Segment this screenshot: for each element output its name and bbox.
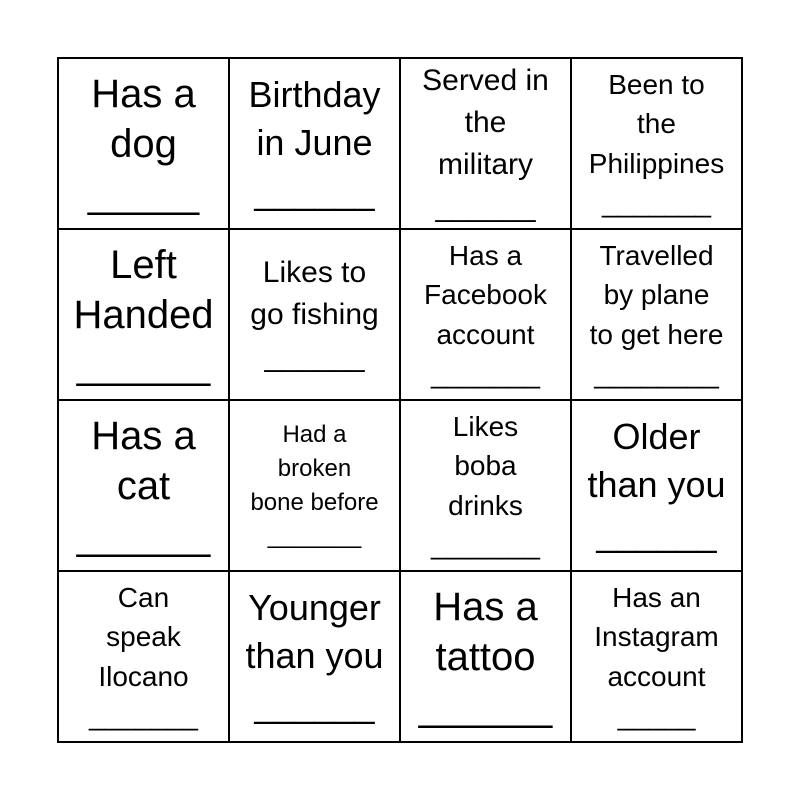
bingo-cell[interactable]	[58, 58, 229, 229]
bingo-cell[interactable]	[400, 571, 571, 742]
cell-text: Been to the Philippines _______	[588, 69, 725, 218]
bingo-cell[interactable]	[571, 229, 742, 400]
bingo-cell[interactable]	[400, 229, 571, 400]
bingo-cell[interactable]	[58, 229, 229, 400]
cell-text: Left Handed ______	[73, 242, 214, 387]
bingo-cell[interactable]	[571, 58, 742, 229]
cell-text: Birthday in June ______	[248, 73, 381, 212]
cell-text: Likes to go fishing ______	[250, 255, 379, 373]
cell-text: Had a broken bone before _______	[250, 421, 379, 550]
cell-text: Has an Instagram account _____	[594, 582, 719, 731]
bingo-cell[interactable]	[400, 400, 571, 571]
cell-text: Has a cat ______	[76, 413, 211, 558]
cell-text: Can speak Ilocano _______	[88, 582, 198, 731]
bingo-cell[interactable]	[571, 400, 742, 571]
cell-text: Older than you ______	[587, 415, 726, 554]
cell-text: Younger than you ______	[245, 586, 384, 725]
cell-text: Has a Facebook account _______	[424, 240, 547, 389]
bingo-cell[interactable]	[571, 571, 742, 742]
bingo-cell[interactable]	[229, 229, 400, 400]
cell-text: Has a dog _____	[87, 71, 200, 216]
cell-text: Has a tattoo ______	[418, 584, 553, 729]
cell-text: Served in the military ______	[422, 63, 549, 223]
bingo-cell[interactable]	[58, 571, 229, 742]
bingo-cell[interactable]	[229, 400, 400, 571]
bingo-cell[interactable]	[58, 400, 229, 571]
bingo-cell[interactable]	[400, 58, 571, 229]
bingo-cell[interactable]	[229, 58, 400, 229]
cell-text: Likes boba drinks _______	[430, 411, 540, 560]
cell-text: Travelled by plane to get here ________	[589, 240, 724, 389]
bingo-cell[interactable]	[229, 571, 400, 742]
bingo-board	[57, 57, 743, 743]
